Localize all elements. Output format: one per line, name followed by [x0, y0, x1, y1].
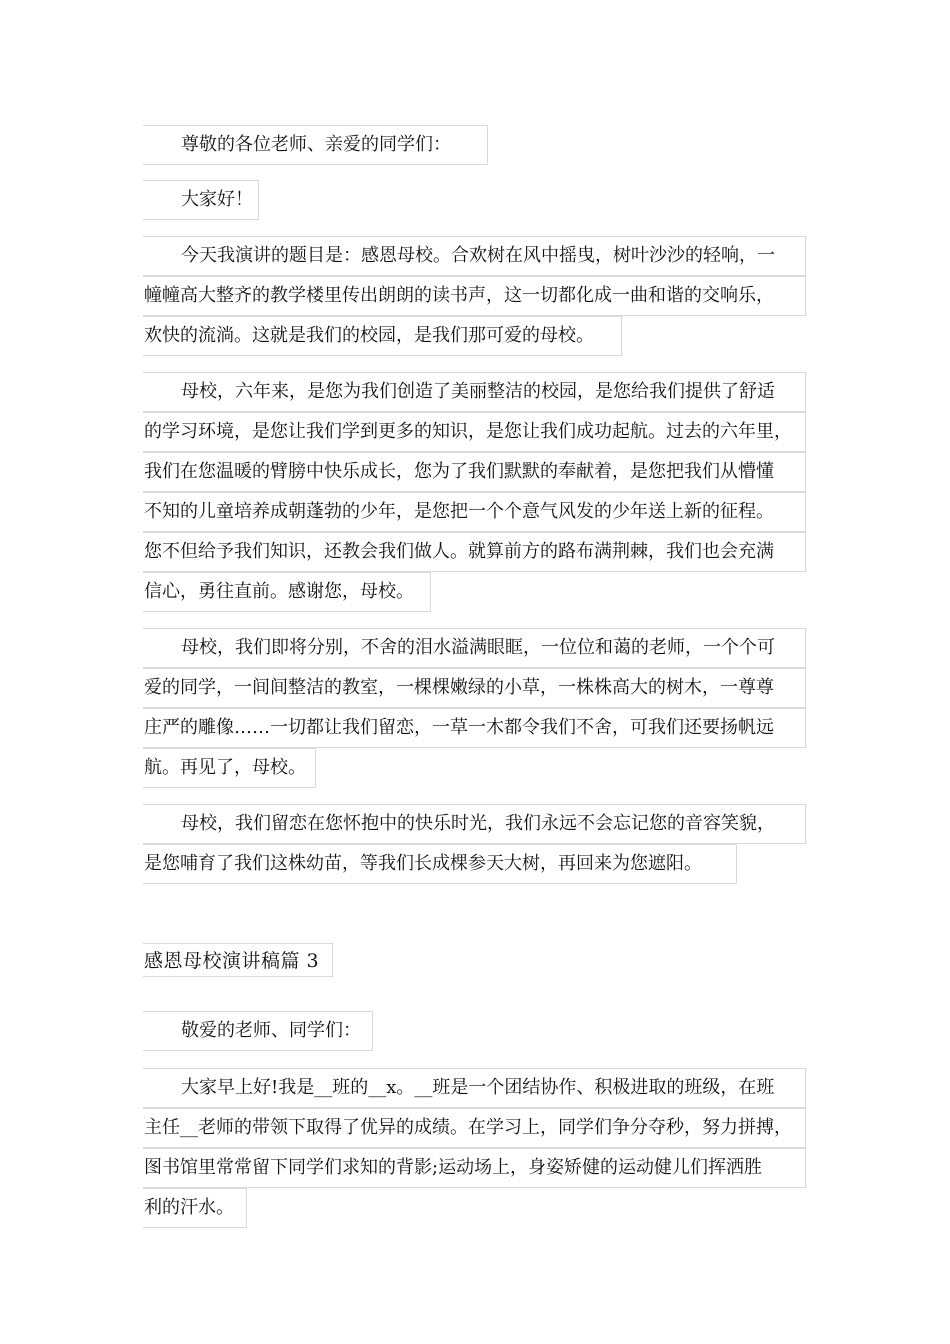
- paragraph-line: 信心，勇往直前。感谢您，母校。: [143, 572, 431, 612]
- paragraph-line: 大家早上好!我是__班的__x。__班是一个团结协作、积极进取的班级，在班: [143, 1068, 806, 1108]
- paragraph-line: 欢快的流淌。这就是我们的校园，是我们那可爱的母校。: [143, 316, 622, 356]
- paragraph-line: 不知的儿童培养成朝蓬勃的少年，是您把一个个意气风发的少年送上新的征程。: [143, 492, 806, 532]
- paragraph-line: 今天我演讲的题目是：感恩母校。合欢树在风中摇曳，树叶沙沙的轻响，一: [143, 236, 806, 276]
- paragraph-line: 母校，我们留恋在您怀抱中的快乐时光，我们永远不会忘记您的音容笑貌，: [143, 804, 806, 844]
- paragraph-line: 爱的同学，一间间整洁的教室，一棵棵嫩绿的小草，一株株高大的树木，一尊尊: [143, 668, 806, 708]
- paragraph-line: 的学习环境，是您让我们学到更多的知识，是您让我们成功起航。过去的六年里，: [143, 412, 806, 452]
- paragraph-line: 幢幢高大整齐的教学楼里传出朗朗的读书声，这一切都化成一曲和谐的交响乐，: [143, 276, 806, 316]
- paragraph-line: 我们在您温暖的臂膀中快乐成长，您为了我们默默的奉献着，是您把我们从懵懂: [143, 452, 806, 492]
- greeting-line: 尊敬的各位老师、亲爱的同学们：: [143, 125, 488, 165]
- hello-line: 大家好！: [143, 180, 259, 220]
- paragraph-line: 您不但给予我们知识，还教会我们做人。就算前方的路布满荆棘，我们也会充满: [143, 532, 806, 572]
- section-title: 感恩母校演讲稿篇 3: [143, 943, 333, 977]
- paragraph-line: 主任__老师的带领下取得了优异的成绩。在学习上，同学们争分夺秒，努力拼搏，: [143, 1108, 806, 1148]
- greeting-line: 敬爱的老师、同学们：: [143, 1011, 373, 1051]
- paragraph-line: 航。再见了，母校。: [143, 748, 316, 788]
- paragraph-line: 母校，我们即将分别，不舍的泪水溢满眼眶，一位位和蔼的老师，一个个可: [143, 628, 806, 668]
- paragraph-line: 庄严的雕像……一切都让我们留恋，一草一木都令我们不舍，可我们还要扬帆远: [143, 708, 806, 748]
- paragraph-line: 母校，六年来，是您为我们创造了美丽整洁的校园，是您给我们提供了舒适: [143, 372, 806, 412]
- paragraph-line: 利的汗水。: [143, 1188, 247, 1228]
- paragraph-line: 图书馆里常常留下同学们求知的背影;运动场上，身姿矫健的运动健儿们挥洒胜: [143, 1148, 806, 1188]
- paragraph-line: 是您哺育了我们这株幼苗，等我们长成棵参天大树，再回来为您遮阳。: [143, 844, 737, 884]
